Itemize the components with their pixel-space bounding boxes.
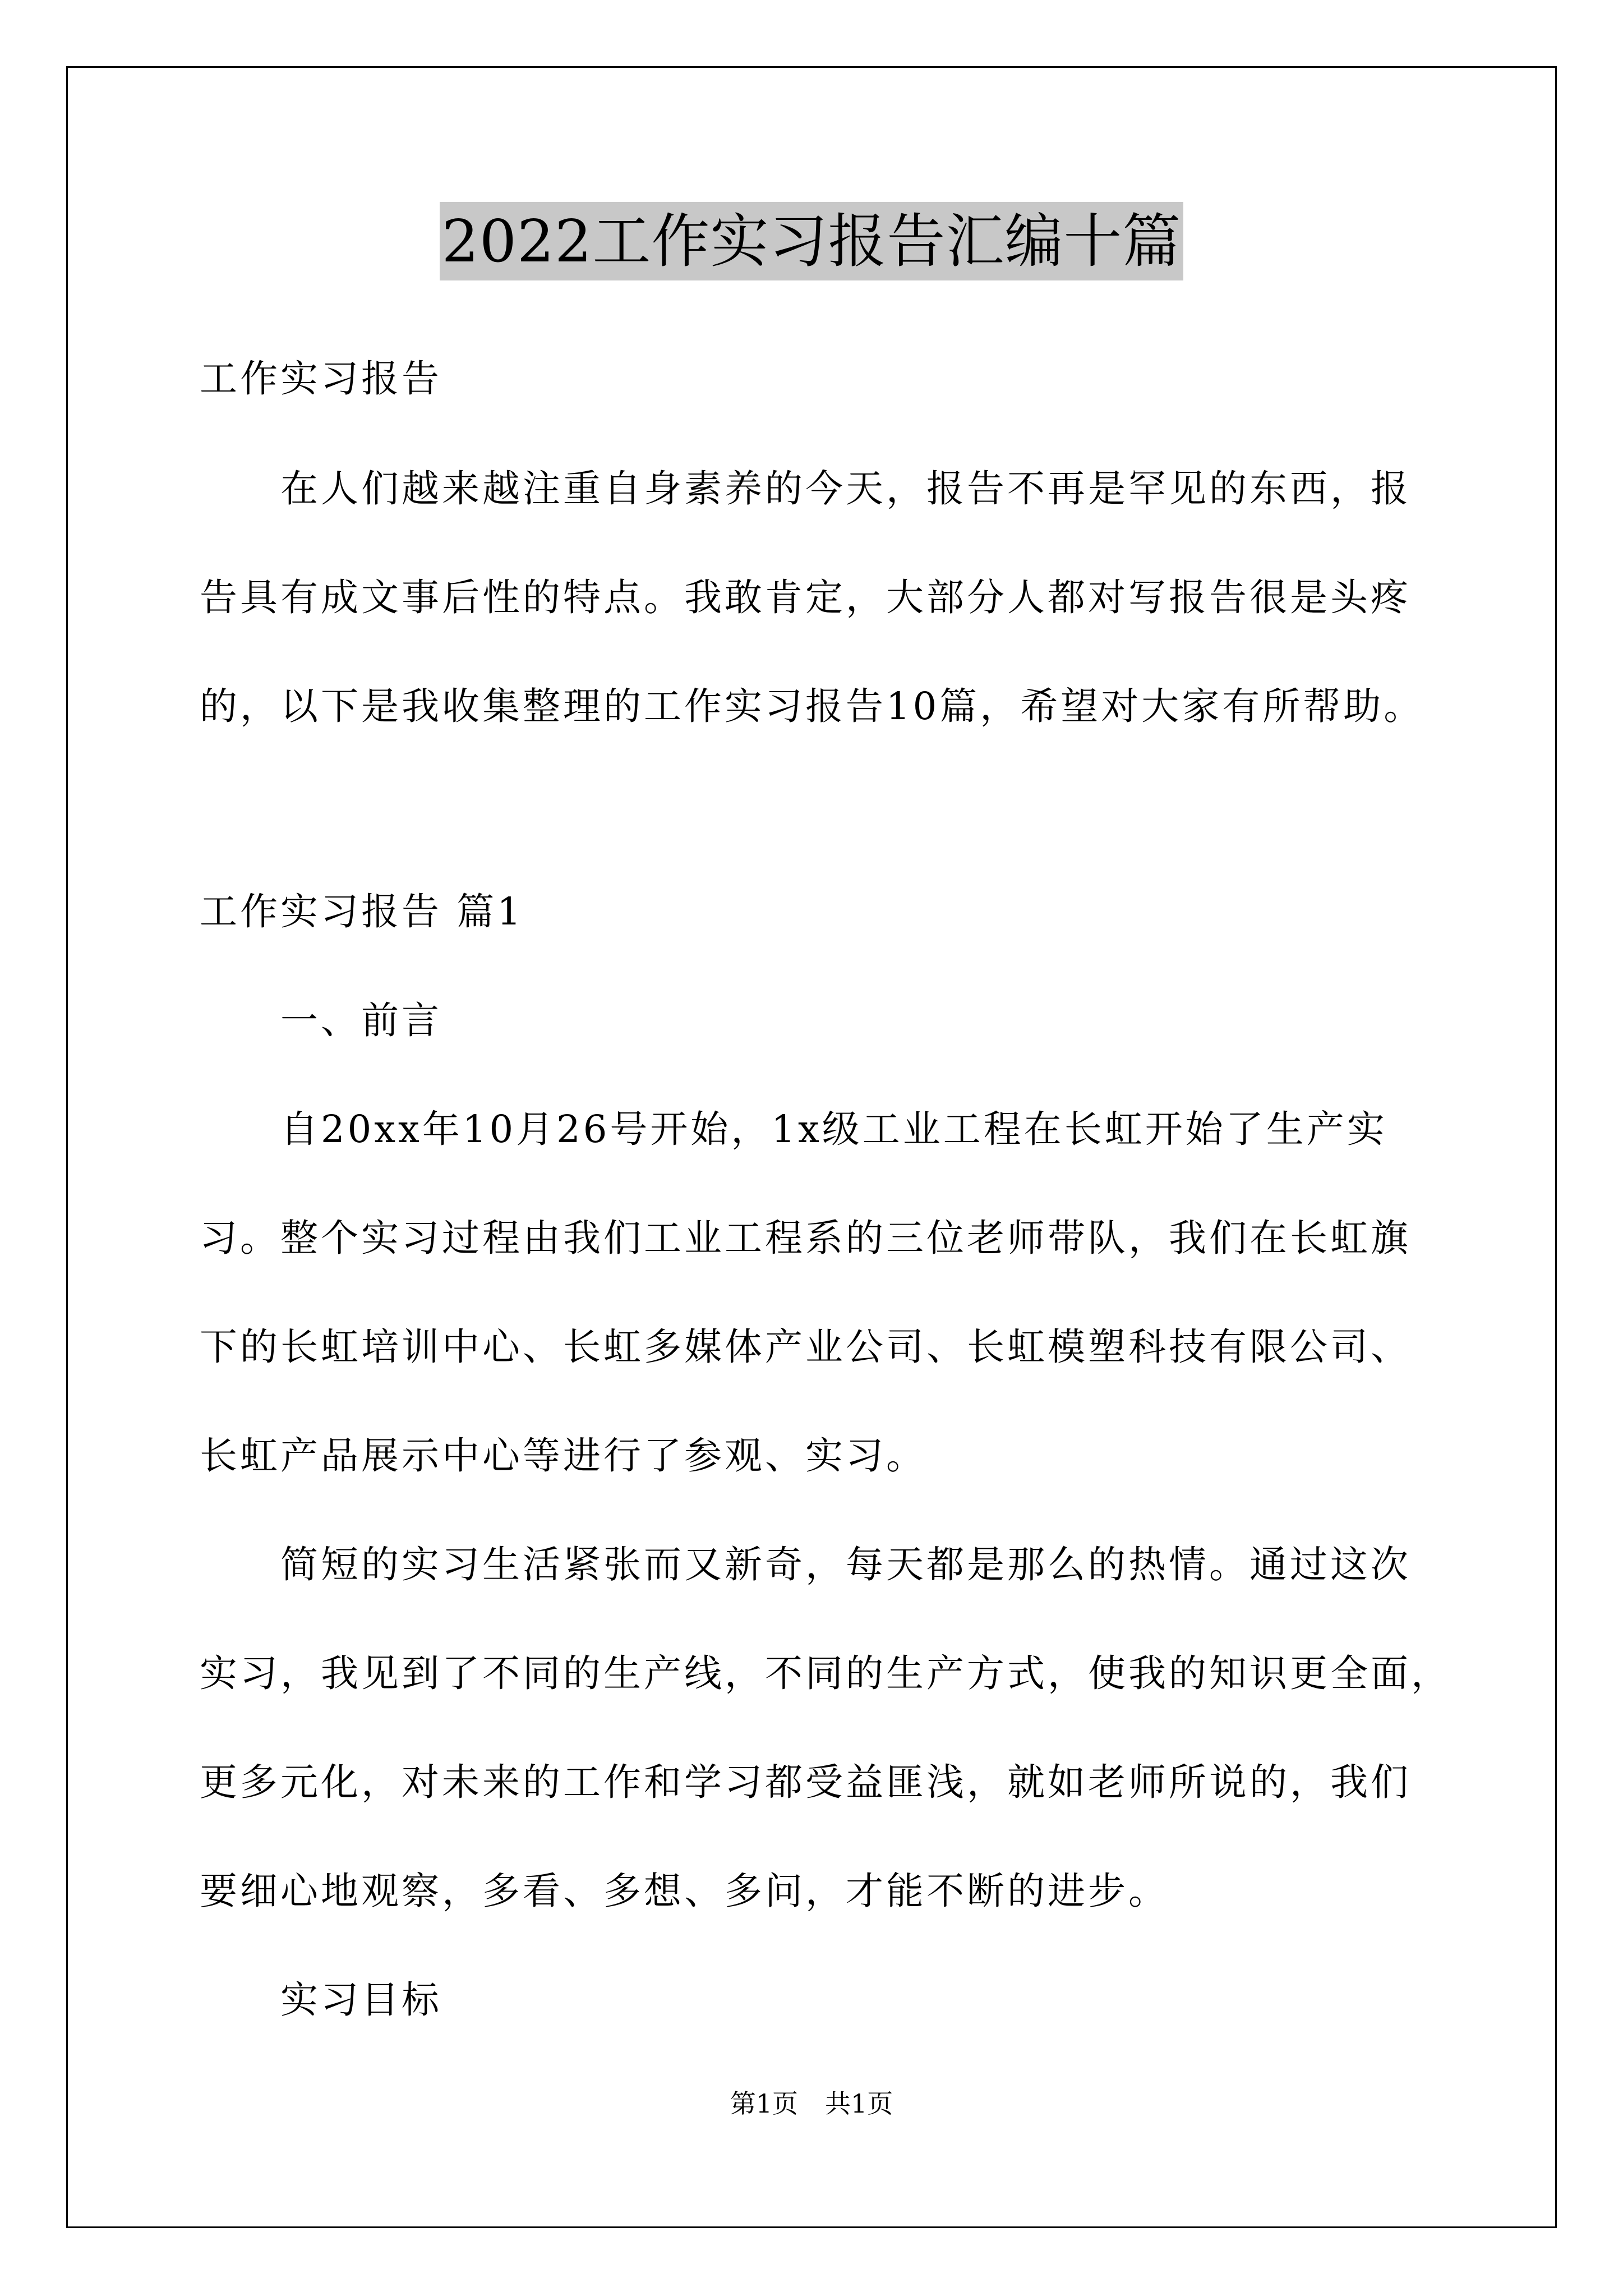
paragraph-line: 实习，我见到了不同的生产线，不同的生产方式，使我的知识更全面， <box>200 1651 1451 1695</box>
intro-paragraph-line: 在人们越来越注重自身素养的今天，报告不再是罕见的东西，报 <box>280 467 1411 510</box>
intro-paragraph-line: 告具有成文事后性的特点。我敢肯定，大部分人都对写报告很是头疼 <box>200 576 1411 619</box>
paragraph-line: 简短的实习生活紧张而又新奇，每天都是那么的热情。通过这次 <box>280 1543 1411 1586</box>
subsection-heading: 实习目标 <box>280 1978 442 2022</box>
intro-paragraph-line: 的，以下是我收集整理的工作实习报告10篇，希望对大家有所帮助。 <box>200 684 1424 728</box>
title-container <box>0 202 1623 280</box>
paragraph-line: 自20xx年10月26号开始，1x级工业工程在长虹开始了生产实 <box>280 1107 1387 1151</box>
document-title: 2022工作实习报告汇编十篇 <box>440 202 1184 280</box>
paragraph-line: 习。整个实习过程由我们工业工程系的三位老师带队，我们在长虹旗 <box>200 1216 1411 1260</box>
section-heading: 工作实习报告 <box>200 357 442 401</box>
page-footer <box>0 2087 1623 2120</box>
page-number: 第1页 <box>730 2088 798 2119</box>
paragraph-line: 下的长虹培训中心、长虹多媒体产业公司、长虹模塑科技有限公司、 <box>200 1325 1411 1369</box>
page-count: 共1页 <box>825 2088 893 2119</box>
paragraph-line: 更多元化，对未来的工作和学习都受益匪浅，就如老师所说的，我们 <box>200 1760 1411 1804</box>
paragraph-line: 长虹产品展示中心等进行了参观、实习。 <box>200 1434 926 1478</box>
paragraph-line: 要细心地观察，多看、多想、多问，才能不断的进步。 <box>200 1869 1169 1913</box>
subsection-heading: 一、前言 <box>280 999 442 1042</box>
chapter-heading: 工作实习报告 篇1 <box>200 890 524 933</box>
